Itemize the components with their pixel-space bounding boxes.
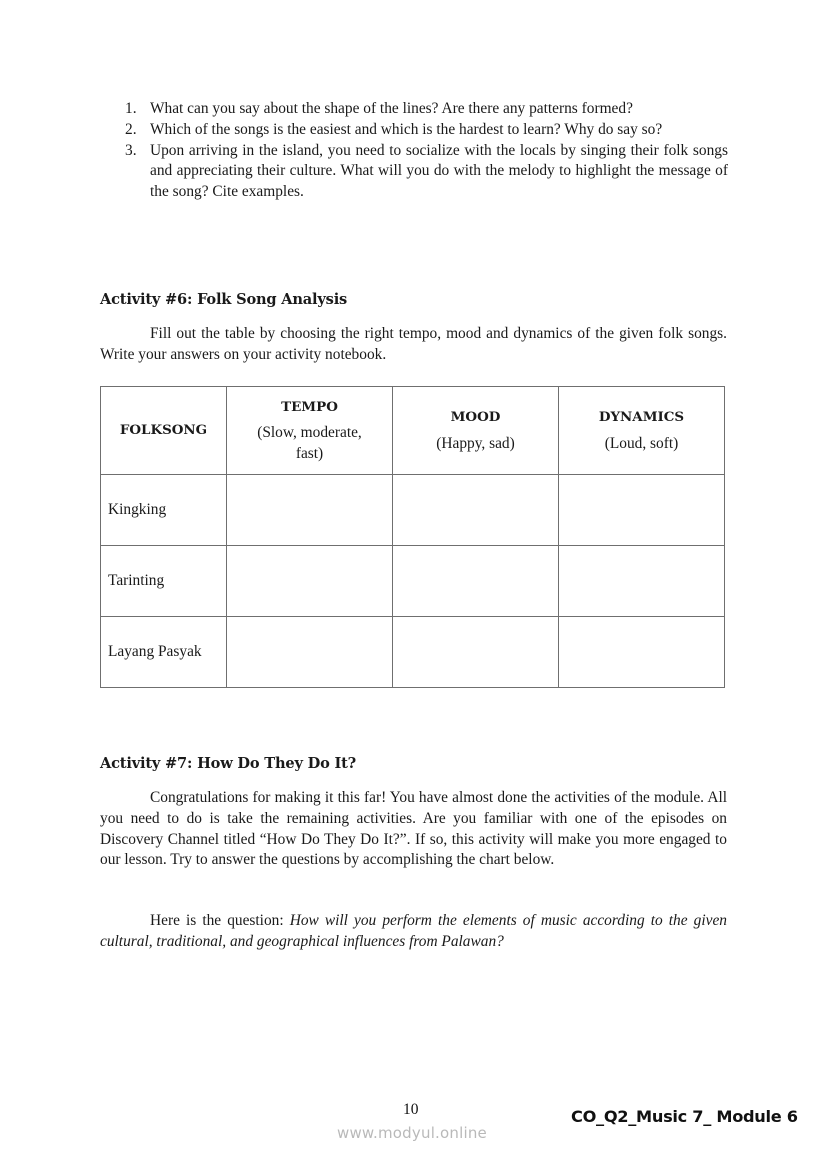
folksong-name-cell: Tarinting [101, 546, 227, 617]
question-item [100, 141, 728, 203]
table-row [101, 617, 725, 688]
header-subtitle: (Slow, moderate, fast) [257, 424, 362, 462]
activity6-heading: Activity #6: Folk Song Analysis [100, 291, 348, 308]
activity7-intro: Congratulations for making it this far! You have almost done the activities of the module. All you need to do is take the remaining activities. Are you familiar with one of the episodes on Discovery Channel titled “How Do They Do It?”. If so, this activity will make you more engaged to our lesson. Try to answer the questions by accomplishing the chart below. [100, 789, 727, 869]
tempo-cell [227, 475, 393, 546]
question-number: 2. [125, 120, 137, 138]
mood-cell [393, 475, 559, 546]
page-number: 10 [403, 1101, 419, 1118]
table-row [101, 546, 725, 617]
header-mood [393, 387, 559, 475]
header-subtitle: (Happy, sad) [436, 434, 515, 452]
header-folksong [101, 387, 227, 475]
folk-song-analysis-table [100, 386, 725, 688]
tempo-cell [227, 546, 393, 617]
module-code: CO_Q2_Music 7_ Module 6 [571, 1107, 798, 1126]
header-title: MOOD [450, 409, 501, 425]
tempo-cell [227, 617, 393, 688]
question-text: What can you say about the shape of the lines? Are there any patterns formed? [150, 100, 633, 117]
header-title: DYNAMICS [598, 409, 685, 425]
question-number: 3. [125, 141, 137, 159]
question-list [100, 99, 728, 203]
activity7-heading: Activity #7: How Do They Do It? [100, 755, 357, 772]
header-subtitle: (Loud, soft) [604, 434, 679, 452]
question-number: 1. [125, 100, 137, 117]
question-item [100, 120, 728, 141]
question-text: Which of the songs is the easiest and which is the hardest to learn? Why do say so? [150, 120, 663, 138]
folksong-name-cell: Kingking [101, 475, 227, 546]
dynamics-cell [559, 546, 725, 617]
mood-cell [393, 546, 559, 617]
folksong-name-cell: Layang Pasyak [101, 617, 227, 688]
activity7-question: How will you perform the elements of music according to the given cultural, traditional, and geographical influences from Palawan? [100, 912, 727, 950]
question-text: Upon arriving in the island, you need to socialize with the locals by singing their folk songs and appreciating their culture. What will you do with the melody to highlight the message of the song? Cite examples. [150, 141, 728, 201]
table-row [101, 475, 725, 546]
activity6-instructions: Fill out the table by choosing the right tempo, mood and dynamics of the given folk songs. Write your answers on your activity notebook. [100, 325, 727, 363]
table-header-row [101, 387, 725, 475]
dynamics-cell [559, 475, 725, 546]
mood-cell [393, 617, 559, 688]
question-lead: Here is the question: [150, 912, 290, 929]
question-item [100, 99, 728, 120]
header-tempo [227, 387, 393, 475]
header-title: FOLKSONG [119, 422, 208, 439]
header-title: TEMPO [281, 398, 338, 415]
watermark: www.modyul.online [337, 1124, 487, 1142]
dynamics-cell [559, 617, 725, 688]
activity7-question-paragraph [100, 911, 727, 953]
header-dynamics [559, 387, 725, 475]
